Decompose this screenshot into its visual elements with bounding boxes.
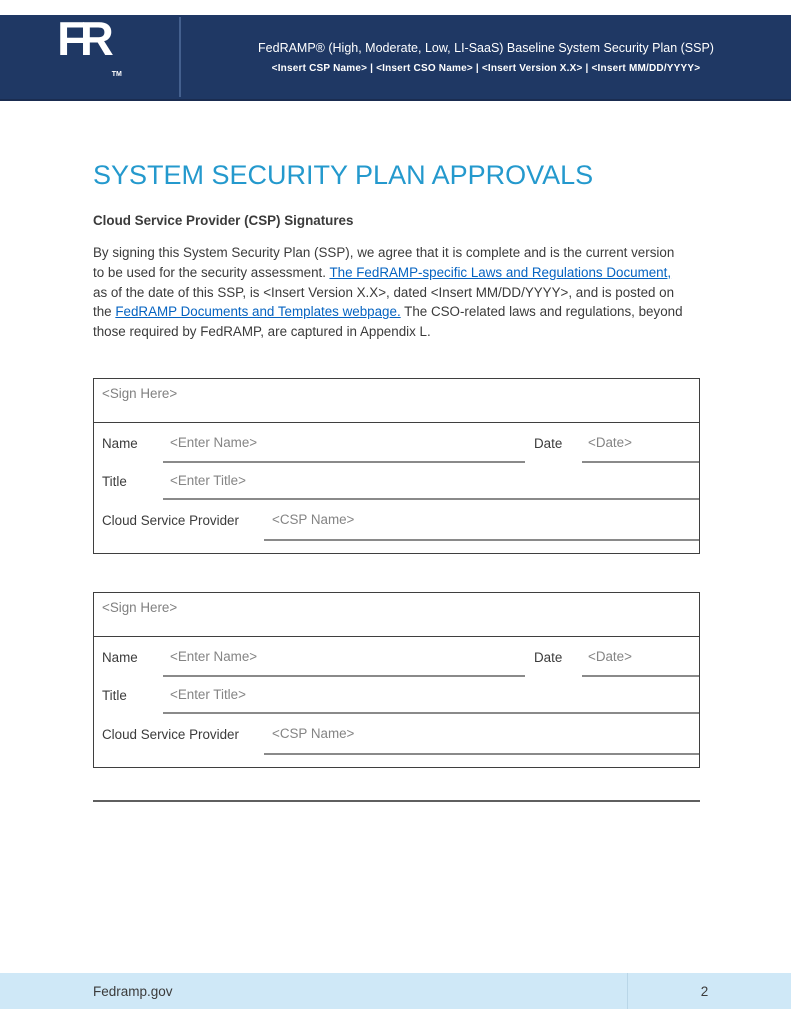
- csp-label: Cloud Service Provider: [102, 513, 239, 528]
- section-divider-rule: [93, 800, 700, 802]
- document-subtitle-placeholders: <Insert CSP Name> | <Insert CSO Name> | <Insert Version X.X> | <Insert MM/DD/YYYY>: [271, 62, 701, 74]
- name-field[interactable]: <Enter Name>: [163, 423, 525, 463]
- title-label: Title: [102, 688, 127, 703]
- csp-name-field[interactable]: <CSP Name>: [264, 500, 699, 541]
- sign-here-field[interactable]: [94, 379, 699, 423]
- title-label: Title: [102, 474, 127, 489]
- paragraph-text: The CSO-related laws and regulations, beyond those required by FedRAMP, are captured in Appendix L.: [93, 304, 683, 340]
- header-text: [181, 15, 791, 99]
- fedramp-logo-text: FR: [57, 12, 108, 65]
- csp-name-field[interactable]: <CSP Name>: [264, 714, 699, 755]
- logo-zone: [0, 12, 179, 99]
- header-bar: [0, 12, 791, 101]
- title-row: [94, 463, 699, 500]
- title-field[interactable]: <Enter Title>: [163, 463, 699, 500]
- signature-table-1: [93, 378, 700, 554]
- name-label: Name: [102, 649, 138, 665]
- sign-here-field[interactable]: [94, 593, 699, 637]
- footer-site-label: Fedramp.gov: [93, 983, 173, 999]
- date-field[interactable]: <Date>: [582, 637, 699, 677]
- title-row: [94, 677, 699, 714]
- fedramp-logo-icon: [57, 12, 122, 97]
- csp-signatures-subheading: Cloud Service Provider (CSP) Signatures: [93, 213, 354, 228]
- documents-templates-link[interactable]: FedRAMP Documents and Templates webpage.: [115, 304, 401, 320]
- sign-here-placeholder: <Sign Here>: [102, 386, 178, 401]
- date-label: Date: [534, 435, 563, 451]
- signature-table-2: [93, 592, 700, 768]
- document-title: FedRAMP® (High, Moderate, Low, LI-SaaS) Baseline System Security Plan (SSP): [258, 40, 714, 55]
- paragraph-text: By signing this System Security Plan (SSP), we agree that it is complete and is the current version to be used for the security assessment.: [93, 245, 675, 280]
- csp-label: Cloud Service Provider: [102, 727, 239, 742]
- paragraph-text: as of the date of this SSP, is <Insert Version X.X>, dated <Insert MM/DD/YYYY>, and is posted on the: [93, 284, 675, 320]
- sign-here-placeholder: <Sign Here>: [102, 600, 178, 615]
- intro-paragraph: [93, 243, 687, 342]
- date-field[interactable]: <Date>: [582, 423, 699, 463]
- laws-regulations-link[interactable]: The FedRAMP-specific Laws and Regulations Document,: [329, 264, 672, 280]
- name-date-row: [94, 637, 699, 677]
- name-date-row: [94, 423, 699, 463]
- date-label: Date: [534, 649, 563, 665]
- table-bottom-padding: [94, 755, 699, 767]
- page-number: 2: [700, 983, 709, 999]
- page-title: SYSTEM SECURITY PLAN APPROVALS: [93, 160, 594, 190]
- name-label: Name: [102, 435, 138, 451]
- csp-row: [94, 500, 699, 541]
- name-field[interactable]: <Enter Name>: [163, 637, 525, 677]
- trademark-mark: TM: [111, 71, 122, 78]
- footer-bar: [0, 973, 791, 1009]
- title-field[interactable]: <Enter Title>: [163, 677, 699, 714]
- csp-row: [94, 714, 699, 755]
- table-bottom-padding: [94, 541, 699, 553]
